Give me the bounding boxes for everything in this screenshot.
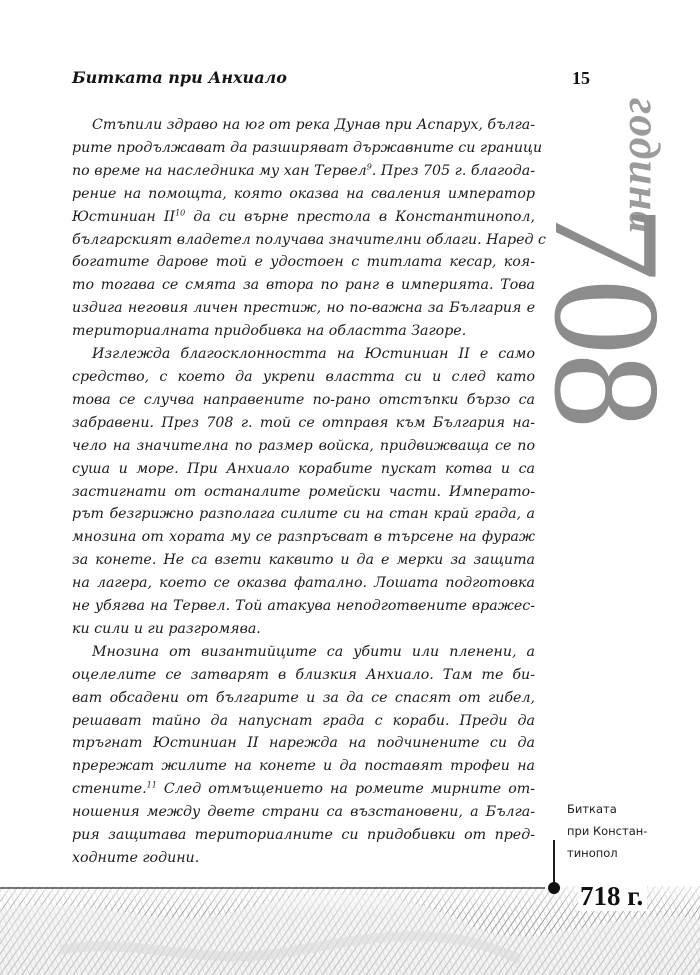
paragraph [72, 343, 535, 641]
text-line-content: застигнати от останалите ромейски части. Императо- [72, 483, 535, 500]
text-line-content: за конете. Не са взети каквито и да е мерки за защита [72, 552, 535, 569]
timeline-stem [553, 840, 555, 886]
text-line [72, 664, 535, 687]
text-line [72, 549, 535, 572]
text-line-content: ки сили и ги разгромява. [72, 620, 261, 637]
text-line-content: ношения между двете страни са възстановени, а Бълга- [72, 804, 535, 821]
text-line [72, 297, 535, 320]
footnote-marker: 9 [366, 162, 372, 172]
text-line [72, 755, 535, 778]
text-line-content: то тогава се смята за втора по ранг в империята. Това [72, 277, 535, 294]
body-text [72, 114, 546, 870]
text-line-content: прережат жилите на конете и да поставят трофеи на [72, 758, 535, 775]
text-line-content: рът безгрижно разполага силите си на стан край града, а [72, 506, 535, 523]
text-line-content: на лагера, което се оказва фатално. Лошата подготовка [72, 575, 535, 592]
text-line-content: . През 705 г. благода- [371, 162, 535, 179]
paragraph [72, 641, 535, 870]
text-line [72, 618, 535, 641]
side-note [567, 798, 677, 864]
side-note-line: Битката [567, 802, 617, 816]
chapter-title: Битката при Анхиало [72, 68, 287, 87]
text-line-content: тръгнат Юстиниан II нарежда на подчинените си да [72, 735, 535, 752]
text-line-content: да си върне престола в Константинопол, [185, 208, 535, 225]
text-line [72, 778, 535, 801]
text-line-content: рение на помощта, която оказва на сваления император [72, 185, 535, 202]
text-line [72, 251, 535, 274]
text-line [72, 435, 535, 458]
text-line-content: Изглежда благосклонността на Юстиниан II е само [92, 346, 535, 363]
text-line-content: издига неговия личен престиж, но по-важна за България е [72, 300, 535, 317]
footnote-marker: 11 [146, 780, 157, 790]
text-line-content: рия защитава териториалните си придобивки от пред- [72, 827, 535, 844]
timeline-year: 718 г. [578, 881, 647, 911]
footnote-marker: 10 [175, 207, 186, 217]
text-line [72, 801, 535, 824]
text-line [72, 526, 535, 549]
timeline-dot [548, 882, 560, 894]
text-line [72, 847, 535, 870]
text-line [72, 503, 535, 526]
text-line-content: След отмъщението на ромеите мирните от- [156, 781, 535, 798]
text-line-content: това се случва направените по-рано отстъпки бързо са [72, 391, 535, 408]
text-line [72, 732, 535, 755]
text-line-content: чело на значителна по размер войска, придвижваща се по [72, 437, 535, 454]
text-line [72, 114, 535, 137]
text-line [72, 824, 535, 847]
side-note-line: тинопол [567, 846, 618, 860]
text-line-content: ват обсадени от българите и за да се спасят от гибел, [72, 689, 535, 706]
text-line-content: Мнозина от византийците са убити или пленени, а [92, 643, 535, 660]
year-marker [523, 98, 691, 600]
side-note-line: при Констан- [567, 824, 648, 838]
text-line [72, 458, 535, 481]
text-line [72, 160, 535, 183]
year-number: 708 [523, 205, 691, 427]
text-line-content: мнозина от хората му се разпръсват в търсене на фураж [72, 529, 535, 546]
text-line-content: не убягва на Тервел. Той атакува неподготвените вражес- [72, 598, 535, 615]
text-line [72, 572, 535, 595]
text-line [72, 389, 535, 412]
text-line-content: забравени. През 708 г. той се отправя към България на- [72, 414, 535, 431]
text-line [72, 366, 535, 389]
text-line-content: средство, с което да укрепи властта си и след като [72, 368, 535, 385]
text-line [72, 343, 535, 366]
text-line-content: Юстиниан II [72, 208, 176, 225]
text-line [72, 710, 535, 733]
text-line [72, 687, 535, 710]
text-line-content: стените. [72, 781, 147, 798]
text-line-content: суша и море. При Анхиало корабите пускат котва и са [72, 460, 535, 477]
text-line [72, 274, 535, 297]
text-line [72, 206, 535, 229]
text-line-content: териториалната придобивка на областта Загоре. [72, 323, 467, 340]
text-line [72, 595, 535, 618]
text-line [72, 412, 535, 435]
text-line [72, 320, 535, 343]
text-line-content: рите продължават да разширяват държавните си граници [72, 139, 543, 156]
text-line [72, 481, 535, 504]
text-line-content: по време на наследника му хан Тервел [72, 162, 367, 179]
text-line-content: българският владетел получава значителни облаги. Наред с [72, 231, 546, 248]
text-line-content: оцелелите се затварят в близкия Анхиало. Там те би- [72, 666, 535, 683]
text-line-content: решават тайно да напуснат града с кораби. Преди да [72, 712, 535, 729]
text-line [72, 641, 535, 664]
year-word: година [620, 98, 669, 235]
text-line [72, 137, 543, 160]
text-line [72, 183, 535, 206]
page-number: 15 [572, 68, 590, 88]
text-line [72, 229, 546, 252]
text-line-content: богатите дарове той е удостоен с титлата кесар, коя- [72, 254, 535, 271]
text-line-content: ходните години. [72, 850, 200, 866]
text-line-content: Стъпили здраво на юг от река Дунав при Аспарух, бълга- [92, 117, 535, 133]
paragraph [72, 114, 546, 343]
